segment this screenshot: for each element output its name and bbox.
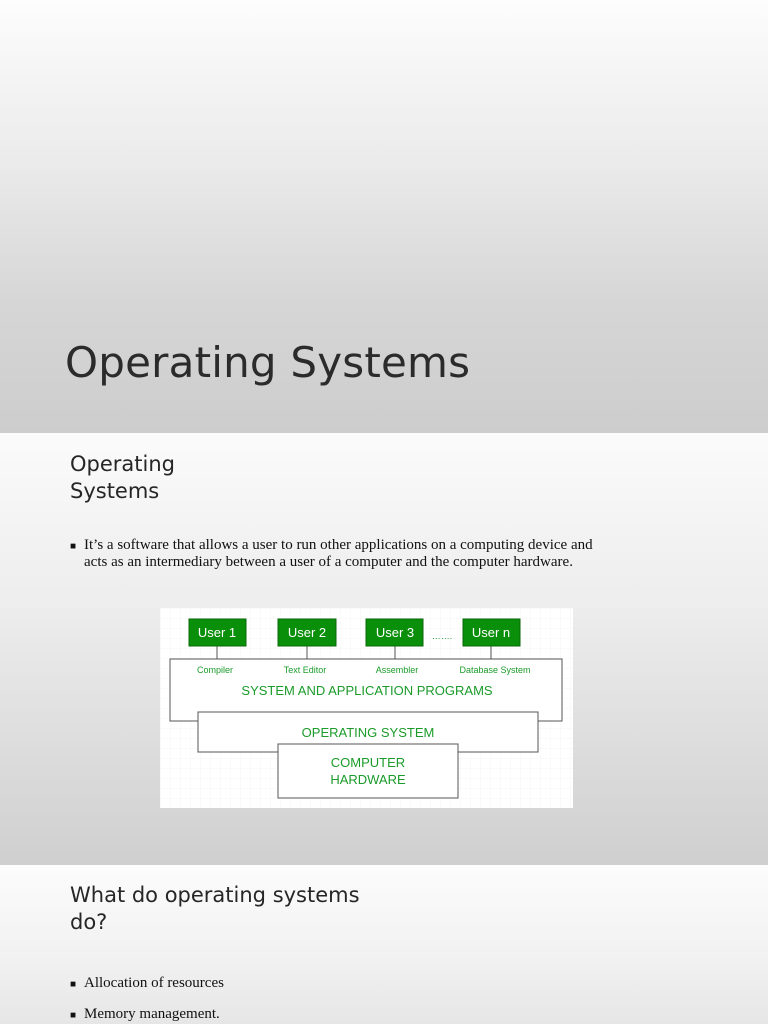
user-ellipsis: …….	[431, 631, 453, 641]
functions-slide	[0, 865, 768, 1024]
program-label: Database System	[459, 665, 531, 675]
user-label: User 2	[287, 625, 327, 640]
bullet-item: ■ It’s a software that allows a user to run other applications on a computing device and acts as an intermediary between a user of a computer and the computer hardware.	[70, 537, 593, 570]
slide-title: Operating Systems	[70, 452, 175, 503]
user-label: User 1	[197, 625, 237, 640]
square-bullet-icon: ■	[70, 979, 77, 990]
square-bullet-icon: ■	[70, 1010, 77, 1021]
definition-slide	[0, 433, 768, 865]
os-diagram-svg	[160, 608, 573, 808]
user-label: User n	[471, 625, 511, 640]
os-layer-diagram	[160, 608, 573, 808]
programs-layer-label: SYSTEM AND APPLICATION PROGRAMS	[241, 683, 493, 698]
bullet-list	[70, 537, 610, 571]
bullet-item: ■ Memory management.	[70, 1006, 220, 1022]
bullet-list	[70, 975, 610, 1024]
hardware-label-line2: HARDWARE	[330, 772, 406, 787]
bullet-item: ■ Allocation of resources	[70, 975, 224, 991]
hardware-label-line1: COMPUTER	[330, 755, 406, 770]
square-bullet-icon: ■	[70, 541, 77, 552]
hardware-box	[278, 744, 458, 798]
program-label: Assembler	[375, 665, 419, 675]
program-label: Compiler	[196, 665, 234, 675]
title-slide	[0, 0, 768, 433]
os-layer-label: OPERATING SYSTEM	[301, 725, 435, 740]
program-label: Text Editor	[283, 665, 327, 675]
presentation-title: Operating Systems	[65, 338, 471, 387]
user-label: User 3	[375, 625, 415, 640]
slide-title: What do operating systems do?	[70, 883, 360, 934]
